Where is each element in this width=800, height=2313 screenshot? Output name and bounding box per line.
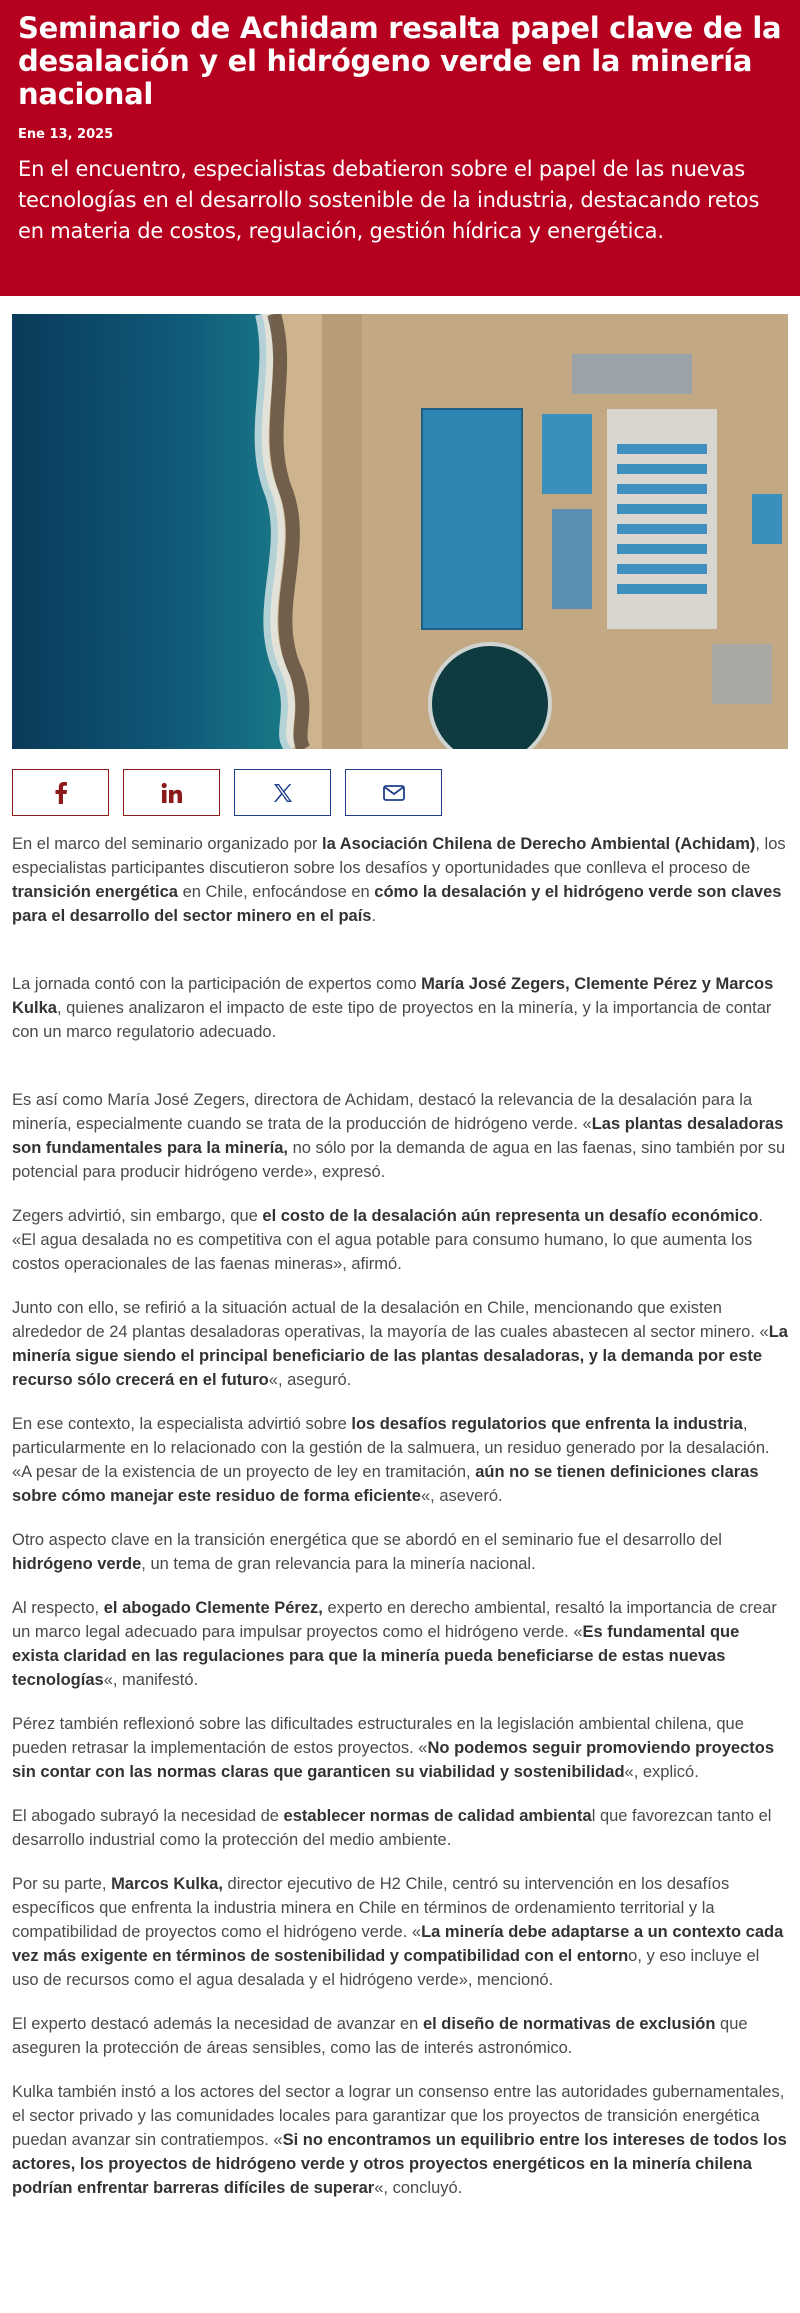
paragraph-text: «, explicó.	[624, 1763, 699, 1781]
bold-text: transición energética	[12, 883, 178, 901]
bold-text: la Asociación Chilena de Derecho Ambiental (Achidam)	[322, 835, 756, 853]
article-paragraph	[12, 1596, 788, 1692]
bold-text: cómo la desalación y el hidrógeno verde son claves para el desarrollo del sector minero en el país	[12, 883, 782, 925]
article-paragraph	[12, 2012, 788, 2060]
article-paragraph	[12, 832, 788, 928]
paragraph-text: Otro aspecto clave en la transición energética que se abordó en el seminario fue el desarrollo del	[12, 1531, 722, 1549]
paragraph-text: «, manifestó.	[103, 1671, 199, 1689]
paragraph-text: «, concluyó.	[374, 2179, 463, 2197]
article-paragraph	[12, 1088, 788, 1184]
paragraph-text: , un tema de gran relevancia para la minería nacional.	[141, 1555, 536, 1573]
article-lead: En el encuentro, especialistas debatieron sobre el papel de las nuevas tecnologías en el desarrollo sostenible de la industria, destacando retos en materia de costos, regulación, gestión hídrica y energética.	[18, 157, 760, 243]
article-paragraph	[12, 1412, 788, 1508]
x-icon	[273, 783, 293, 803]
paragraph-text: Junto con ello, se refirió a la situación actual de la desalación en Chile, mencionando que existen alrededor de 24 plantas desaladoras operativas, la mayoría de las cuales abastecen al sector minero. «	[12, 1299, 769, 1341]
paragraph-text: . «El agua desalada no es competitiva con el agua potable para consumo humano, lo que aumenta los costos operacionales de las faenas mineras», afirmó.	[12, 1207, 764, 1273]
paragraph-text: l que favorezcan tanto el desarrollo industrial como la protección del medio ambiente.	[12, 1807, 772, 1849]
article-paragraph	[12, 1296, 788, 1392]
bold-text: Es fundamental que exista claridad en las regulaciones para que la minería pueda beneficiarse de estas nuevas tecnologías	[12, 1623, 740, 1689]
paragraph-text: no sólo por la demanda de agua en las faenas, sino también por su potencial para producir hidrógeno verde», expresó.	[12, 1139, 786, 1181]
paragraph-text: En ese contexto, la especialista advirtió sobre	[12, 1415, 352, 1433]
paragraph-text: que aseguren la protección de áreas sensibles, como las de interés astronómico.	[12, 2015, 748, 2057]
paragraph-text: Zegers advirtió, sin embargo, que	[12, 1207, 263, 1225]
paragraph-text: En el marco del seminario organizado por	[12, 835, 322, 853]
paragraph-text: Kulka también instó a los actores del sector a lograr un consenso entre las autoridades gubernamentales, el sector privado y las comunidades locales para garantizar que los proyectos de transición energética puedan avanzar sin contratiempos. «	[12, 2083, 785, 2149]
article-paragraph	[12, 1712, 788, 1784]
paragraph-text: , particularmente en lo relacionado con la gestión de la salmuera, un residuo generado por la desalación. «A pesar de la existencia de un proyecto de ley en tramitación,	[12, 1415, 770, 1481]
bold-text: No podemos seguir promoviendo proyectos sin contar con las normas claras que garanticen su viabilidad y sostenibilidad	[12, 1739, 775, 1781]
paragraph-text: Al respecto,	[12, 1599, 104, 1617]
bold-text: Si no encontramos un equilibrio entre los intereses de todos los actores, los proyectos de hidrógeno verde y otros proyectos energéticos en la minería chilena podrían enfrentar barreras difíciles de superar	[12, 2131, 787, 2197]
article-header	[0, 0, 800, 296]
paragraph-text: .	[371, 907, 377, 925]
share-email-button[interactable]	[345, 769, 442, 816]
article-title: Seminario de Achidam resalta papel clave de la desalación y el hidrógeno verde en la minería nacional	[18, 11, 782, 111]
paragraph-text: experto en derecho ambiental, resaltó la importancia de crear un marco legal adecuado para impulsar proyectos como el hidrógeno verde. «	[12, 1599, 777, 1641]
hero-image	[12, 314, 788, 749]
bold-text: La minería debe adaptarse a un contexto cada vez más exigente en términos de sostenibilidad y compatibilidad con el entorn	[12, 1923, 784, 1965]
publish-date: Ene 13, 2025	[18, 127, 114, 142]
share-linkedin-button[interactable]	[123, 769, 220, 816]
bold-text: María José Zegers, Clemente Pérez y Marcos Kulka	[12, 975, 774, 1017]
bold-text: el abogado Clemente Pérez,	[103, 1599, 323, 1617]
share-bar	[12, 769, 788, 816]
paragraph-text: El experto destacó además la necesidad de avanzar en	[12, 2015, 423, 2033]
article-paragraph	[12, 1204, 788, 1276]
bold-text: La minería sigue siendo el principal beneficiario de las plantas desaladoras, y la demanda por este recurso sólo crecerá en el futuro	[12, 1323, 788, 1389]
bold-text: el costo de la desalación aún representa un desafío económico	[262, 1207, 759, 1225]
paragraph-text: o, y eso incluye el uso de recursos como el agua desalada y el hidrógeno verde», mencionó.	[12, 1947, 760, 1989]
envelope-icon	[383, 785, 405, 801]
paragraph-text: , quienes analizaron el impacto de este tipo de proyectos en la minería, y la importancia de contar con un marco regulatorio adecuado.	[12, 999, 772, 1041]
share-facebook-button[interactable]	[12, 769, 109, 816]
bold-text: hidrógeno verde	[12, 1555, 142, 1573]
article-paragraph	[12, 1872, 788, 1992]
bold-text: los desafíos regulatorios que enfrenta la industria	[351, 1415, 743, 1433]
bold-text: aún no se tienen definiciones claras sobre cómo manejar este residuo de forma eficiente	[12, 1463, 759, 1505]
bold-text: Las plantas desaladoras son fundamentales para la minería,	[12, 1115, 784, 1157]
paragraph-text: director ejecutivo de H2 Chile, centró su intervención en los desafíos específicos que enfrenta la industria minera en Chile en términos de ordenamiento territorial y la compatibilidad de proyectos como el hidrógeno verde. «	[12, 1875, 730, 1941]
linkedin-icon	[161, 782, 183, 804]
article-body	[12, 832, 788, 2200]
paragraph-text: «, aseguró.	[268, 1371, 352, 1389]
paragraph-text: La jornada contó con la participación de expertos como	[12, 975, 422, 993]
bold-text: el diseño de normativas de exclusión	[422, 2015, 716, 2033]
facebook-icon	[54, 782, 68, 804]
paragraph-text: El abogado subrayó la necesidad de	[12, 1807, 284, 1825]
paragraph-text: Pérez también reflexionó sobre las dificultades estructurales en la legislación ambiental chilena, que pueden retrasar la implementación de estos proyectos. «	[12, 1715, 744, 1757]
bold-text: establecer normas de calidad ambienta	[283, 1807, 592, 1825]
paragraph-text: Es así como María José Zegers, directora de Achidam, destacó la relevancia de la desalación para la minería, especialmente cuando se trata de la producción de hidrógeno verde. «	[12, 1091, 753, 1133]
share-x-button[interactable]	[234, 769, 331, 816]
article-paragraph	[12, 2080, 788, 2200]
article-paragraph	[12, 972, 788, 1044]
bold-text: Marcos Kulka,	[111, 1875, 223, 1893]
article-paragraph	[12, 1528, 788, 1576]
paragraph-text: , los especialistas participantes discutieron sobre los desafíos y oportunidades que conlleva el proceso de	[12, 835, 786, 877]
article-paragraph	[12, 1804, 788, 1852]
paragraph-text: «, aseveró.	[420, 1487, 503, 1505]
paragraph-text: en Chile, enfocándose en	[177, 883, 375, 901]
paragraph-text: Por su parte,	[12, 1875, 112, 1893]
